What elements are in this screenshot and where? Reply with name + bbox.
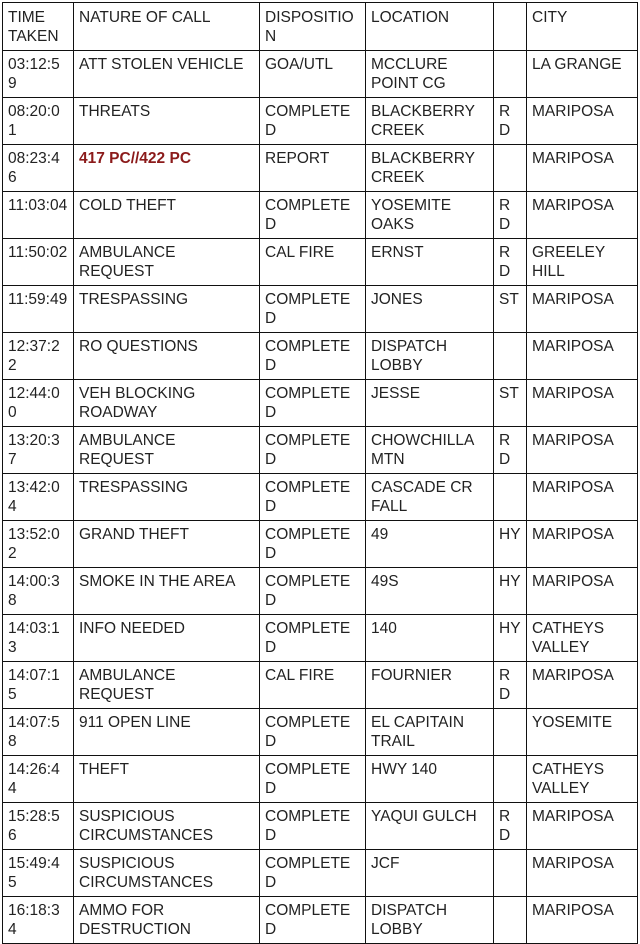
table-row [3,427,638,474]
cell-city: MARIPOSA [527,474,638,521]
table-row [3,803,638,850]
table-row [3,568,638,615]
cell-nature-of-call: TRESPASSING [74,474,260,521]
cell-street-suffix [494,474,527,521]
table-row [3,192,638,239]
cell-city: MARIPOSA [527,286,638,333]
cell-nature-of-call: ATT STOLEN VEHICLE [74,51,260,98]
header-city: CITY [527,3,638,51]
cell-location: JONES [366,286,494,333]
cell-street-suffix: ST [494,380,527,427]
header-row [3,3,638,51]
table-row [3,897,638,944]
cell-street-suffix [494,145,527,192]
table-row [3,145,638,192]
cell-disposition: COMPLETED [260,568,366,615]
cell-nature-of-call: AMBULANCE REQUEST [74,427,260,474]
cell-disposition: CAL FIRE [260,239,366,286]
table-row [3,51,638,98]
cell-location: DISPATCH LOBBY [366,333,494,380]
table-row [3,521,638,568]
cell-time-taken: 15:49:45 [3,850,74,897]
cell-city: YOSEMITE [527,709,638,756]
cell-location: YAQUI GULCH [366,803,494,850]
cell-street-suffix [494,709,527,756]
cell-location: CHOWCHILLA MTN [366,427,494,474]
table-header [3,3,638,51]
cell-location: JCF [366,850,494,897]
cell-disposition: CAL FIRE [260,662,366,709]
cell-city: GREELEY HILL [527,239,638,286]
cell-time-taken: 14:26:44 [3,756,74,803]
cell-city: MARIPOSA [527,98,638,145]
header-time-taken: TIME TAKEN [3,3,74,51]
cell-street-suffix [494,333,527,380]
cell-time-taken: 14:03:13 [3,615,74,662]
cell-location: FOURNIER [366,662,494,709]
cell-street-suffix: RD [494,239,527,286]
cell-city: MARIPOSA [527,568,638,615]
cell-nature-of-call: AMMO FOR DESTRUCTION [74,897,260,944]
cell-location: 49S [366,568,494,615]
cell-location: HWY 140 [366,756,494,803]
cell-disposition: COMPLETED [260,474,366,521]
cell-street-suffix [494,897,527,944]
cell-time-taken: 03:12:59 [3,51,74,98]
cell-nature-of-call: THREATS [74,98,260,145]
cell-disposition: COMPLETED [260,427,366,474]
cell-time-taken: 14:07:58 [3,709,74,756]
cell-time-taken: 14:07:15 [3,662,74,709]
table-row [3,380,638,427]
cell-nature-of-call: THEFT [74,756,260,803]
cell-time-taken: 12:37:22 [3,333,74,380]
cell-street-suffix [494,51,527,98]
cell-city: CATHEYS VALLEY [527,756,638,803]
table-row [3,98,638,145]
cell-time-taken: 13:20:37 [3,427,74,474]
cell-time-taken: 11:50:02 [3,239,74,286]
cell-disposition: GOA/UTL [260,51,366,98]
cell-nature-of-call: AMBULANCE REQUEST [74,239,260,286]
cell-disposition: REPORT [260,145,366,192]
header-street-suffix [494,3,527,51]
cell-nature-of-call: COLD THEFT [74,192,260,239]
cell-nature-of-call: TRESPASSING [74,286,260,333]
cell-time-taken: 15:28:56 [3,803,74,850]
cell-street-suffix: ST [494,286,527,333]
cell-time-taken: 13:42:04 [3,474,74,521]
header-nature-of-call: NATURE OF CALL [74,3,260,51]
header-location: LOCATION [366,3,494,51]
cell-time-taken: 14:00:38 [3,568,74,615]
cell-location: EL CAPITAIN TRAIL [366,709,494,756]
cell-city: MARIPOSA [527,145,638,192]
cell-city: LA GRANGE [527,51,638,98]
table-row [3,239,638,286]
cell-city: MARIPOSA [527,662,638,709]
cell-street-suffix: RD [494,427,527,474]
cell-location: YOSEMITE OAKS [366,192,494,239]
header-disposition: DISPOSITION [260,3,366,51]
table-row [3,333,638,380]
cell-street-suffix: RD [494,803,527,850]
cell-nature-of-call: SUSPICIOUS CIRCUMSTANCES [74,850,260,897]
table-row [3,474,638,521]
call-log-table [2,2,638,944]
cell-nature-of-call: SUSPICIOUS CIRCUMSTANCES [74,803,260,850]
cell-street-suffix [494,756,527,803]
cell-disposition: COMPLETED [260,98,366,145]
cell-location: JESSE [366,380,494,427]
cell-city: MARIPOSA [527,850,638,897]
table-row [3,615,638,662]
table-row [3,756,638,803]
cell-disposition: COMPLETED [260,756,366,803]
cell-disposition: COMPLETED [260,850,366,897]
table-row [3,850,638,897]
cell-city: MARIPOSA [527,333,638,380]
cell-nature-of-call: SMOKE IN THE AREA [74,568,260,615]
cell-disposition: COMPLETED [260,286,366,333]
cell-disposition: COMPLETED [260,803,366,850]
cell-location: CASCADE CR FALL [366,474,494,521]
cell-time-taken: 08:20:01 [3,98,74,145]
cell-street-suffix: RD [494,662,527,709]
cell-nature-of-call: RO QUESTIONS [74,333,260,380]
cell-nature-of-call: 417 PC//422 PC [74,145,260,192]
cell-time-taken: 13:52:02 [3,521,74,568]
cell-nature-of-call: VEH BLOCKING ROADWAY [74,380,260,427]
cell-street-suffix: RD [494,98,527,145]
cell-time-taken: 12:44:00 [3,380,74,427]
cell-nature-of-call: 911 OPEN LINE [74,709,260,756]
cell-street-suffix [494,850,527,897]
cell-disposition: COMPLETED [260,380,366,427]
table-row [3,662,638,709]
cell-time-taken: 08:23:46 [3,145,74,192]
cell-time-taken: 11:03:04 [3,192,74,239]
cell-disposition: COMPLETED [260,192,366,239]
cell-city: MARIPOSA [527,380,638,427]
cell-location: BLACKBERRY CREEK [366,145,494,192]
cell-street-suffix: HY [494,615,527,662]
cell-nature-of-call: GRAND THEFT [74,521,260,568]
cell-nature-of-call: AMBULANCE REQUEST [74,662,260,709]
cell-street-suffix: HY [494,521,527,568]
cell-location: BLACKBERRY CREEK [366,98,494,145]
cell-city: MARIPOSA [527,192,638,239]
cell-city: MARIPOSA [527,427,638,474]
cell-disposition: COMPLETED [260,897,366,944]
table-row [3,286,638,333]
cell-street-suffix: RD [494,192,527,239]
cell-street-suffix: HY [494,568,527,615]
cell-city: MARIPOSA [527,897,638,944]
cell-location: 49 [366,521,494,568]
cell-time-taken: 16:18:34 [3,897,74,944]
cell-location: 140 [366,615,494,662]
table-row [3,709,638,756]
cell-city: MARIPOSA [527,803,638,850]
cell-disposition: COMPLETED [260,615,366,662]
cell-city: MARIPOSA [527,521,638,568]
cell-disposition: COMPLETED [260,333,366,380]
cell-disposition: COMPLETED [260,521,366,568]
cell-location: ERNST [366,239,494,286]
cell-nature-of-call: INFO NEEDED [74,615,260,662]
table-body [3,51,638,944]
cell-time-taken: 11:59:49 [3,286,74,333]
cell-location: DISPATCH LOBBY [366,897,494,944]
cell-location: MCCLURE POINT CG [366,51,494,98]
cell-city: CATHEYS VALLEY [527,615,638,662]
cell-disposition: COMPLETED [260,709,366,756]
